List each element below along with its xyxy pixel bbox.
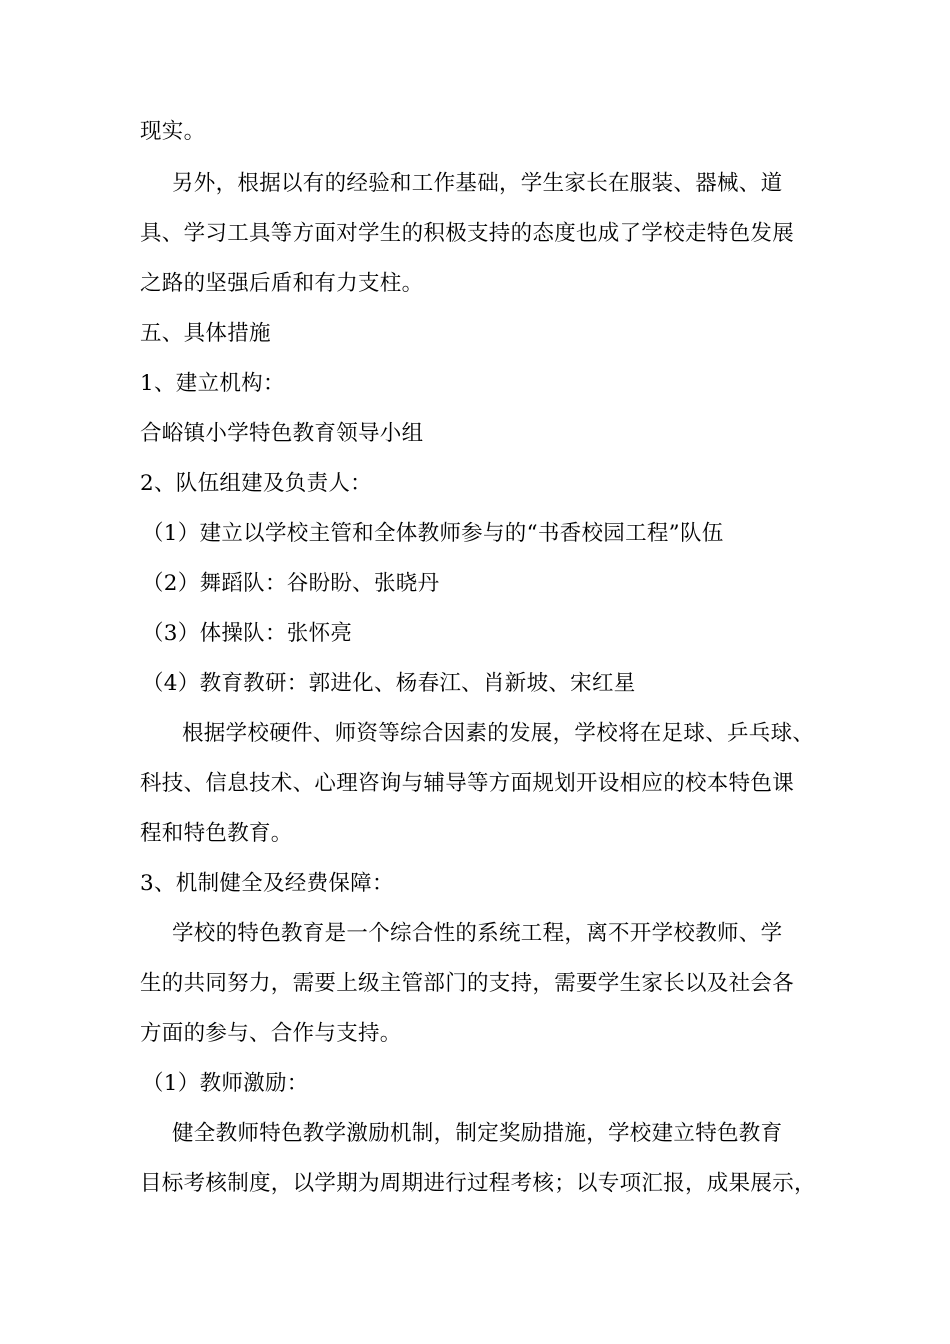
paragraph-incentive-line-1: 健全教师特色教学激励机制，制定奖励措施，学校建立特色教育 — [172, 1121, 783, 1146]
paragraph-parent-support-line-1: 另外，根据以有的经验和工作基础，学生家长在服装、器械、道 — [172, 171, 783, 196]
subheading-team-building: 2、队伍组建及负责人： — [140, 471, 372, 496]
team-item-4: （4）教育教研：郭进化、杨春江、肖新坡、宋红星 — [142, 671, 636, 696]
paragraph-curriculum-line-2: 科技、信息技术、心理咨询与辅导等方面规划开设相应的校本特色课 — [140, 771, 795, 796]
team-item-2: （2）舞蹈队：谷盼盼、张晓丹 — [142, 571, 440, 596]
paragraph-parent-support-line-3: 之路的坚强后盾和有力支柱。 — [140, 271, 424, 296]
subheading-establish-organization: 1、建立机构： — [140, 371, 285, 396]
paragraph-curriculum-line-1: 根据学校硬件、师资等综合因素的发展，学校将在足球、乒乓球、 — [182, 721, 815, 746]
team-item-3: （3）体操队：张怀亮 — [142, 621, 353, 646]
team-item-1: （1）建立以学校主管和全体教师参与的“书香校园工程”队伍 — [142, 521, 724, 546]
text-line-continuation: 现实。 — [140, 119, 206, 144]
paragraph-incentive-line-2: 目标考核制度，以学期为周期进行过程考核；以专项汇报，成果展示， — [140, 1171, 816, 1196]
paragraph-system-project-line-2: 生的共同努力，需要上级主管部门的支持，需要学生家长以及社会各 — [140, 971, 795, 996]
paragraph-system-project-line-3: 方面的参与、合作与支持。 — [140, 1021, 402, 1046]
section-heading-measures: 五、具体措施 — [140, 321, 271, 346]
subheading-teacher-incentive: （1）教师激励： — [142, 1071, 309, 1096]
paragraph-curriculum-line-3: 程和特色教育。 — [140, 821, 293, 846]
paragraph-parent-support-line-2: 具、学习工具等方面对学生的积极支持的态度也成了学校走特色发展 — [140, 221, 795, 246]
leadership-group-name: 合峪镇小学特色教育领导小组 — [140, 421, 424, 446]
paragraph-system-project-line-1: 学校的特色教育是一个综合性的系统工程，离不开学校教师、学 — [172, 921, 783, 946]
subheading-mechanism-funding: 3、机制健全及经费保障： — [140, 871, 394, 896]
